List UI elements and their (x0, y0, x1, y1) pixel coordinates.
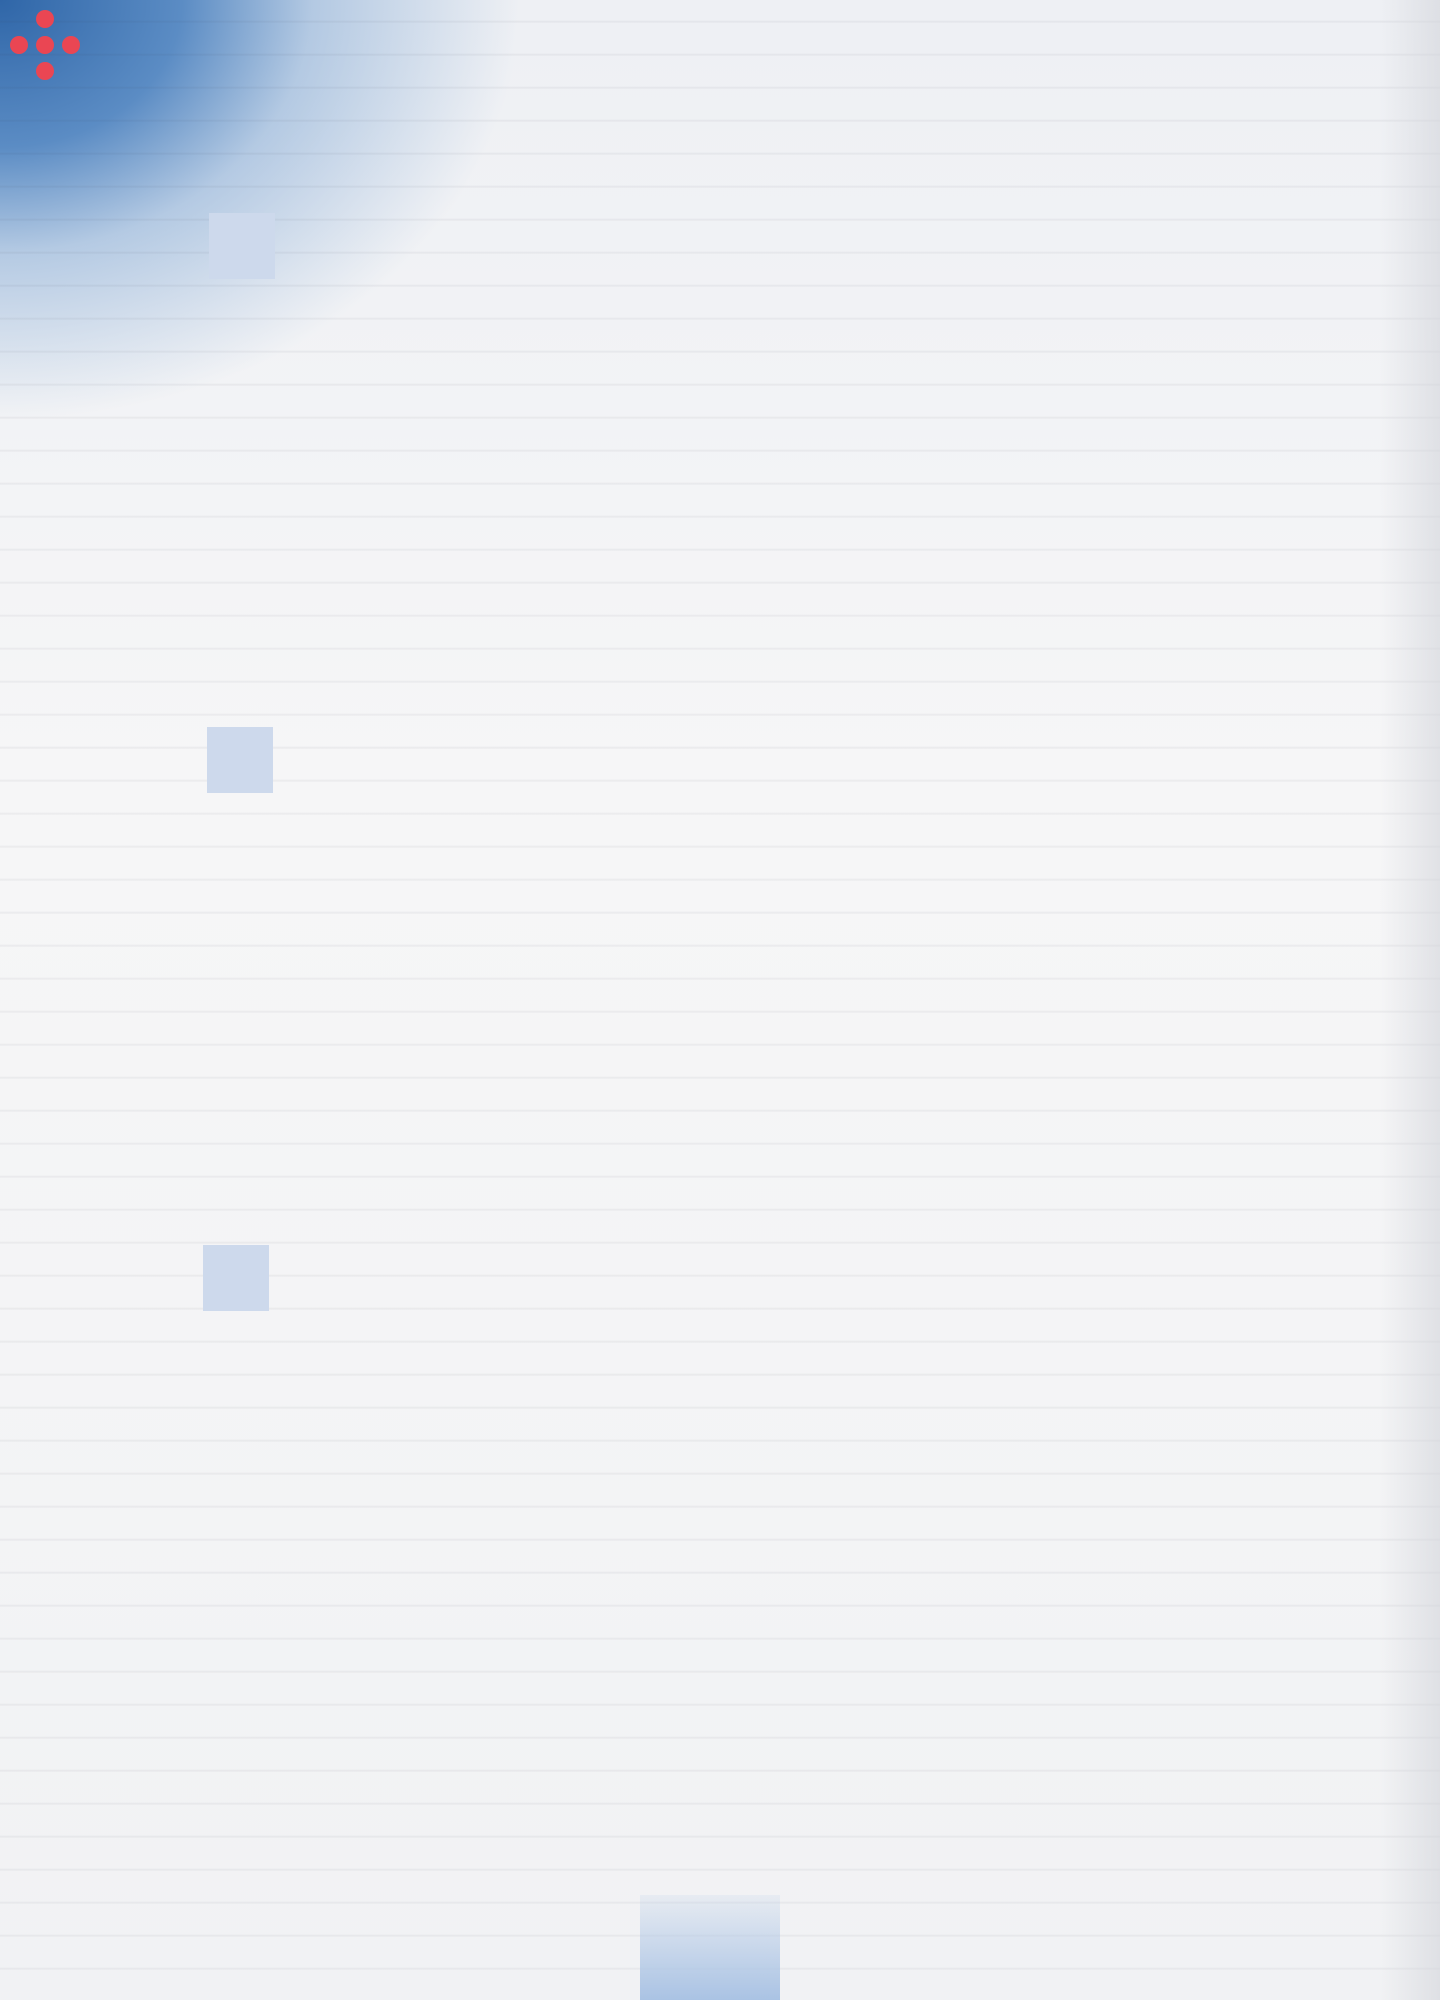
left-dot-border (15, 120, 45, 1950)
top-dot-border (0, 72, 1440, 102)
page-edge-shadow (1380, 0, 1440, 2000)
section-badge-iii (209, 213, 275, 279)
section-badge-v (203, 1245, 269, 1311)
section-badge-iv (207, 727, 273, 793)
page-number-box (640, 1895, 780, 2000)
corner-ornament (10, 10, 80, 80)
